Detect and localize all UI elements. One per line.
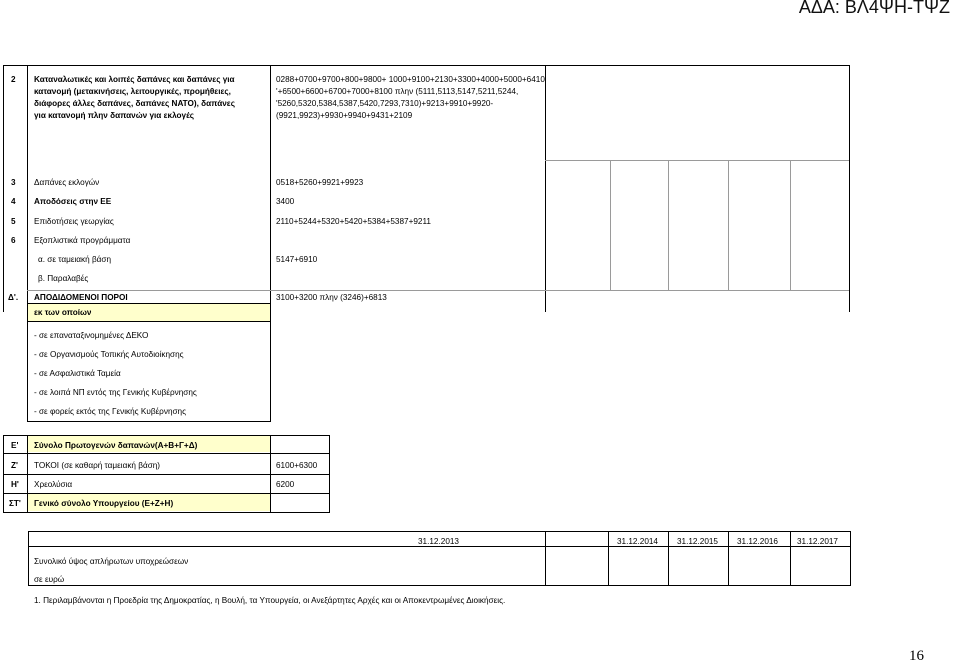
arrears-label: Συνολικό ύψος απλήρωτων υποχρεώσεων [34,557,189,566]
d-sub-item: - σε φορείς εκτός της Γενικής Κυβέρνησης [34,407,187,416]
table-top-border [3,65,849,66]
row-5-number: 5 [11,217,16,226]
row-3-label: Δαπάνες εκλογών [34,178,100,187]
ada-code: ΑΔΑ: ΒΛ4ΨΗ-ΤΨΖ [798,0,950,17]
row-6b-label: β. Παραλαβές [38,274,89,283]
row-2-title-line-1: Καταναλωτικές και λοιπές δαπάνες και δαπάνες για [34,75,235,84]
table-right-border [849,65,850,312]
arrears-date: 31.12.2017 [797,537,838,546]
arrears-date: 31.12.2016 [737,537,778,546]
row-4-label: Αποδόσεις στην ΕΕ [34,197,112,206]
footnote: 1. Περιλαμβάνονται η Προεδρία της Δημοκρατίας, η Βουλή, τα Υπουργεία, οι Ανεξάρτητες Αρχές και οι Αποκεντρωμένες Διοικήσεις. [34,596,506,605]
page-number: 16 [909,648,924,664]
row-st-label: Γενικό σύνολο Υπουργείου (Ε+Ζ+Η) [34,499,174,508]
row-2-code-line-2: '+6500+6600+6700+7000+8100 πλην (5111,5113,5147,5211,5244, [276,87,519,96]
row-z-label: ΤΟΚΟΙ (σε καθαρή ταμειακή βάση) [34,461,161,470]
row-3-code: 0518+5260+9921+9923 [276,178,364,187]
table-left-border [3,65,4,312]
row-z-code: 6100+6300 [276,461,318,470]
row-e-number: Ε' [11,441,19,450]
row-2-code-line-3: '5260,5320,5384,5387,5420,7293,7310)+9213+9910+9920- [276,99,494,108]
row-z-number: Ζ' [11,461,18,470]
row-5-label: Επιδοτήσεις γεωργίας [34,217,114,226]
d-sub-item: - σε Ασφαλιστικά Ταμεία [34,369,121,378]
d-sub-item: - σε λοιπά ΝΠ εντός της Γενικής Κυβέρνησης [34,388,197,397]
row-d-label: ΑΠΟΔΙΔΟΜΕΝΟΙ ΠΟΡΟΙ [34,293,128,302]
row-6a-code: 5147+6910 [276,255,318,264]
arrears-date: 31.12.2013 [418,537,459,546]
row-4-number: 4 [11,197,16,206]
row-6-label: Εξοπλιστικά προγράμματα [34,236,131,245]
row-3-number: 3 [11,178,16,187]
d-sub-title: εκ των οποίων [34,308,92,317]
row-d-number: Δ'. [8,293,19,302]
row-h-label: Χρεολύσια [34,480,73,489]
arrears-date: 31.12.2015 [677,537,718,546]
d-sub-item: - σε Οργανισμούς Τοπικής Αυτοδιοίκησης [34,350,184,359]
row-2-title-line-3: διάφορες άλλες δαπάνες, δαπάνες ΝΑΤΟ), δαπάνες [34,99,235,108]
row-h-number: Η' [11,480,19,489]
row-5-code: 2110+5244+5320+5420+5384+5387+9211 [276,217,431,226]
code-col-border [545,65,546,312]
row-2-number: 2 [11,75,16,84]
num-col-border [27,65,28,312]
row-2-title-line-2: κατανομή (μετακινήσεις, λειτουργικές, προμήθειες, [34,87,231,96]
row-4-code: 3400 [276,197,295,206]
row-2-code-line-4: (9921,9923)+9930+9940+9431+2109 [276,111,413,120]
row-6-number: 6 [11,236,16,245]
arrears-unit: σε ευρώ [34,575,65,584]
label-col-border [270,65,271,312]
row-h-code: 6200 [276,480,295,489]
d-sub-item: - σε επαναταξινομημένες ΔΕΚΟ [34,331,149,340]
row-2-title-line-4: για κατανομή πλην δαπανών για εκλογές [34,111,195,120]
row-2-code-line-1: 0288+0700+9700+800+9800+ 1000+9100+2130+3300+4000+5000+6410 [276,75,545,84]
row-6a-label: α. σε ταμειακή βάση [38,255,112,264]
row-st-number: ΣΤ' [9,499,21,508]
arrears-date: 31.12.2014 [617,537,658,546]
row-d-code: 3100+3200 πλην (3246)+6813 [276,293,387,302]
row-e-label: Σύνολο Πρωτογενών δαπανών(Α+Β+Γ+Δ) [34,441,198,450]
